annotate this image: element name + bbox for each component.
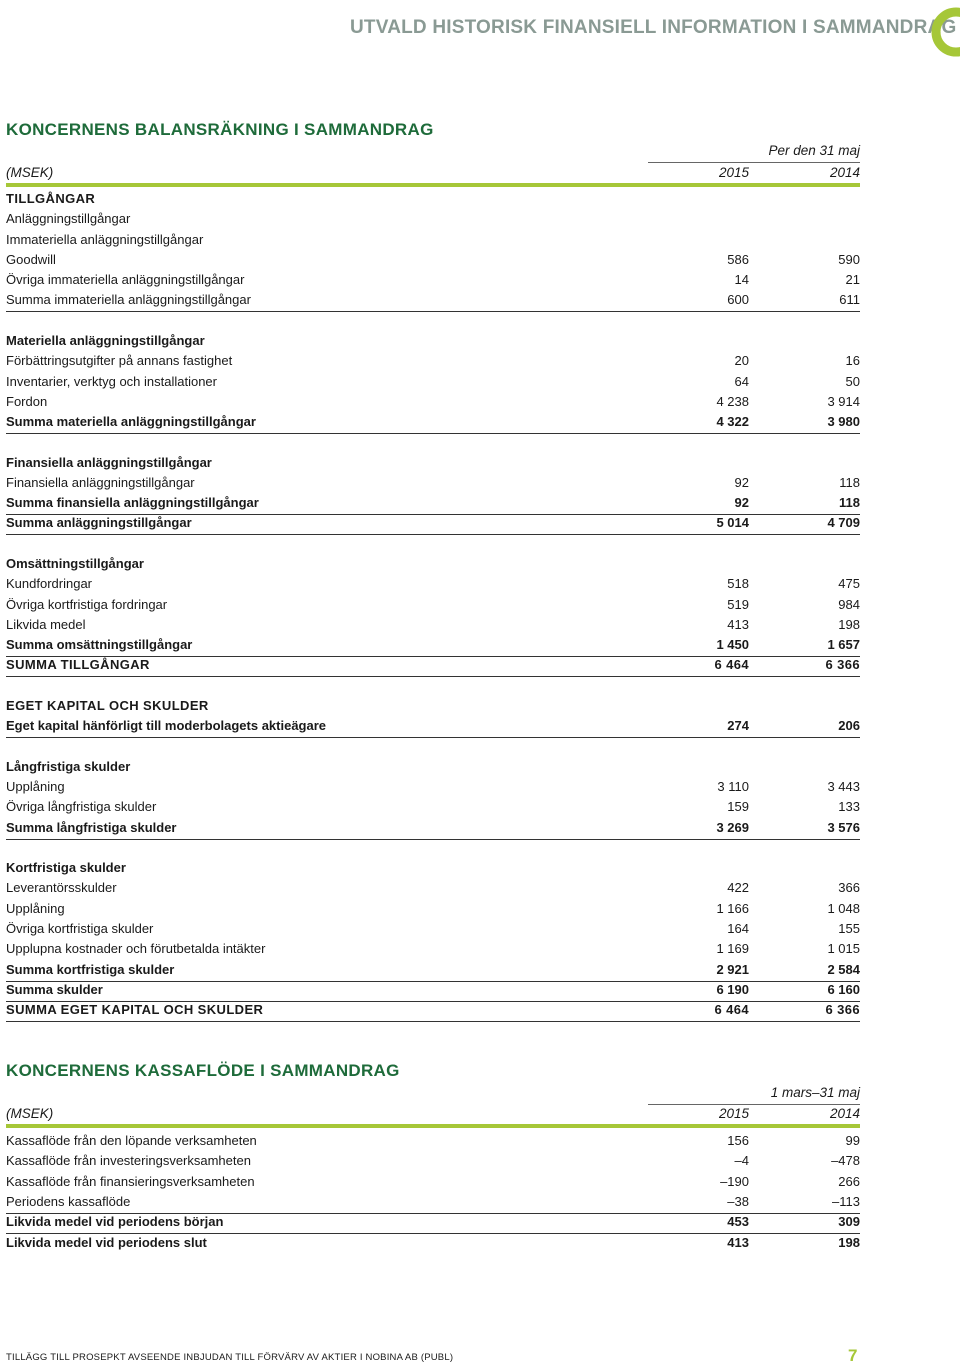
- balance-value-2015: 2 921: [716, 962, 749, 977]
- balance-row-label: SUMMA TILLGÅNGAR: [6, 657, 150, 672]
- balance-value-2015: 20: [734, 353, 749, 368]
- balance-row-label: Kortfristiga skulder: [6, 860, 126, 875]
- balance-value-2015: 4 322: [716, 414, 749, 429]
- balance-value-2014: 206: [838, 718, 860, 733]
- balance-value-2014: 6 160: [827, 982, 860, 997]
- balance-value-2014: 590: [838, 252, 860, 267]
- balance-row: [6, 819, 860, 840]
- balance-row: [6, 271, 860, 291]
- balance-value-2014: 366: [838, 880, 860, 895]
- balance-value-2014: 4 709: [827, 515, 860, 530]
- cashflow-value-2014: 198: [838, 1235, 860, 1250]
- balance-row: [6, 413, 860, 434]
- balance-row-label: Summa finansiella anläggningstillgångar: [6, 495, 259, 510]
- balance-row-label: Finansiella anläggningstillgångar: [6, 475, 195, 490]
- balance-value-2014: 475: [838, 576, 860, 591]
- balance-row-label: Summa omsättningstillgångar: [6, 637, 193, 652]
- balance-row-label: Förbättringsutgifter på annans fastighet: [6, 353, 233, 368]
- balance-row-label: Upplåning: [6, 779, 65, 794]
- balance-value-2015: 6 190: [716, 982, 749, 997]
- balance-row: [6, 231, 860, 251]
- cashflow-value-2015: –4: [734, 1153, 749, 1168]
- balance-row-label: Övriga kortfristiga skulder: [6, 921, 154, 936]
- balance-row: [6, 616, 860, 636]
- balance-value-2015: 3 110: [717, 779, 749, 794]
- balance-value-2015: 422: [727, 880, 749, 895]
- balance-value-2014: 50: [845, 374, 860, 389]
- balance-row: [6, 575, 860, 595]
- balance-value-2015: 519: [727, 597, 749, 612]
- balance-row-label: Goodwill: [6, 252, 56, 267]
- balance-row-label: Finansiella anläggningstillgångar: [6, 455, 212, 470]
- cashflow-col-2015: 2015: [718, 1106, 749, 1121]
- balance-row: [6, 373, 860, 393]
- cashflow-unit: (MSEK): [6, 1106, 54, 1121]
- balance-row-label: Anläggningstillgångar: [6, 211, 131, 226]
- balance-value-2014: 3 443: [827, 779, 860, 794]
- balance-row-label: Upplåning: [6, 901, 65, 916]
- balance-row: [6, 859, 860, 879]
- balance-header-rule: [6, 183, 860, 187]
- balance-value-2014: 198: [838, 617, 860, 632]
- balance-value-2015: 586: [727, 252, 749, 267]
- cashflow-row-label: Kassaflöde från finansieringsverksamheten: [6, 1174, 255, 1189]
- balance-row: [6, 393, 860, 413]
- balance-row: [6, 778, 860, 798]
- balance-value-2015: 92: [734, 495, 749, 510]
- cashflow-row: [6, 1132, 860, 1152]
- balance-value-2014: 118: [839, 475, 860, 490]
- cashflow-row-label: Likvida medel vid periodens slut: [6, 1235, 207, 1250]
- cashflow-value-2015: –38: [727, 1194, 749, 1209]
- balance-value-2014: 1 657: [827, 637, 860, 652]
- cashflow-value-2015: –190: [720, 1174, 749, 1189]
- cashflow-row: [6, 1152, 860, 1172]
- balance-row: [6, 190, 860, 210]
- balance-value-2014: 2 584: [827, 962, 860, 977]
- balance-value-2015: 164: [727, 921, 749, 936]
- cashflow-value-2015: 453: [727, 1214, 749, 1229]
- balance-row: [6, 555, 860, 575]
- balance-value-2015: 518: [727, 576, 749, 591]
- balance-value-2015: 64: [734, 374, 749, 389]
- cashflow-value-2014: –113: [832, 1194, 860, 1209]
- cashflow-row: [6, 1234, 860, 1254]
- balance-value-2014: 3 576: [827, 820, 860, 835]
- page-header-title: UTVALD HISTORISK FINANSIELL INFORMATION I SAMMANDRAG: [350, 17, 957, 38]
- balance-row-label: Summa kortfristiga skulder: [6, 962, 175, 977]
- balance-row-label: Summa materiella anläggningstillgångar: [6, 414, 256, 429]
- cashflow-row: [6, 1173, 860, 1193]
- balance-row: [6, 940, 860, 960]
- balance-row: [6, 981, 860, 1002]
- balance-row: [6, 291, 860, 312]
- cashflow-value-2014: 266: [838, 1174, 860, 1189]
- balance-value-2014: 1 015: [827, 941, 860, 956]
- cashflow-section-title: KONCERNENS KASSAFLÖDE I SAMMANDRAG: [6, 1061, 400, 1080]
- balance-row-label: Summa anläggningstillgångar: [6, 515, 192, 530]
- cashflow-row: [6, 1213, 860, 1234]
- balance-value-2015: 600: [727, 292, 749, 307]
- balance-row: [6, 494, 860, 515]
- balance-row-label: Materiella anläggningstillgångar: [6, 333, 205, 348]
- cashflow-value-2014: –478: [831, 1153, 860, 1168]
- cashflow-header-rule: [6, 1124, 860, 1128]
- balance-row-label: Inventarier, verktyg och installationer: [6, 374, 217, 389]
- cashflow-value-2015: 156: [727, 1133, 749, 1148]
- balance-row: [6, 352, 860, 372]
- balance-value-2014: 6 366: [825, 1002, 860, 1017]
- balance-col-2014: 2014: [829, 165, 860, 180]
- balance-row: [6, 717, 860, 738]
- balance-row-label: Summa skulder: [6, 982, 103, 997]
- cashflow-row: [6, 1193, 860, 1214]
- balance-unit: (MSEK): [6, 165, 54, 180]
- balance-row: [6, 454, 860, 474]
- balance-row-label: TILLGÅNGAR: [6, 191, 96, 206]
- balance-period: Per den 31 maj: [648, 142, 860, 163]
- balance-row: [6, 474, 860, 494]
- balance-section-title: KONCERNENS BALANSRÄKNING I SAMMANDRAG: [6, 120, 434, 139]
- balance-row: [6, 798, 860, 818]
- balance-row: [6, 920, 860, 940]
- balance-row-label: Immateriella anläggningstillgångar: [6, 232, 204, 247]
- balance-value-2015: 4 238: [716, 394, 749, 409]
- balance-row-label: Fordon: [6, 394, 48, 409]
- balance-row: [6, 697, 860, 717]
- cashflow-row-label: Kassaflöde från den löpande verksamheten: [6, 1133, 257, 1148]
- balance-row-label: Upplupna kostnader och förutbetalda intäkter: [6, 941, 266, 956]
- balance-row: [6, 251, 860, 271]
- balance-row-label: Övriga immateriella anläggningstillgångar: [6, 272, 245, 287]
- balance-row-label: EGET KAPITAL OCH SKULDER: [6, 698, 209, 713]
- balance-value-2015: 1 166: [716, 901, 749, 916]
- balance-row: [6, 879, 860, 899]
- balance-header-row: [6, 163, 860, 185]
- balance-value-2014: 611: [839, 292, 860, 307]
- cashflow-value-2014: 309: [838, 1214, 860, 1229]
- page-number: 7: [848, 1346, 858, 1365]
- balance-row-label: Leverantörsskulder: [6, 880, 117, 895]
- balance-value-2015: 92: [734, 475, 749, 490]
- balance-row: [6, 210, 860, 230]
- balance-row-label: Eget kapital hänförligt till moderbolagets aktieägare: [6, 718, 327, 733]
- balance-value-2015: 1 169: [716, 941, 749, 956]
- balance-col-2015: 2015: [718, 165, 749, 180]
- balance-value-2014: 21: [845, 272, 860, 287]
- balance-value-2014: 118: [839, 495, 860, 510]
- cashflow-header-row: [6, 1104, 860, 1126]
- balance-value-2014: 133: [838, 799, 860, 814]
- balance-value-2015: 274: [727, 718, 749, 733]
- balance-value-2014: 3 980: [827, 414, 860, 429]
- balance-row-label: Övriga långfristiga skulder: [6, 799, 157, 814]
- cashflow-value-2015: 413: [727, 1235, 749, 1250]
- cashflow-value-2014: 99: [845, 1133, 860, 1148]
- footer-text: TILLÄGG TILL PROSEPKT AVSEENDE INBJUDAN TILL FÖRVÄRV AV AKTIER I NOBINA AB (PUBL): [6, 1352, 454, 1363]
- cashflow-row-label: Periodens kassaflöde: [6, 1194, 131, 1209]
- balance-value-2015: 159: [727, 799, 749, 814]
- cashflow-row-label: Kassaflöde från investeringsverksamheten: [6, 1153, 251, 1168]
- cashflow-period: 1 mars–31 maj: [648, 1084, 860, 1105]
- balance-value-2015: 14: [734, 272, 749, 287]
- balance-row: [6, 900, 860, 920]
- balance-value-2014: 984: [838, 597, 860, 612]
- cashflow-row-label: Likvida medel vid periodens början: [6, 1214, 224, 1229]
- balance-value-2015: 5 014: [716, 515, 749, 530]
- balance-value-2014: 155: [838, 921, 860, 936]
- cashflow-col-2014: 2014: [829, 1106, 860, 1121]
- balance-row: [6, 514, 860, 535]
- balance-row-label: Summa immateriella anläggningstillgångar: [6, 292, 251, 307]
- balance-value-2015: 1 450: [716, 637, 749, 652]
- balance-row-label: Kundfordringar: [6, 576, 92, 591]
- balance-row-label: Långfristiga skulder: [6, 759, 131, 774]
- balance-value-2014: 6 366: [825, 657, 860, 672]
- balance-row: [6, 961, 860, 982]
- balance-row: [6, 1001, 860, 1022]
- balance-value-2015: 6 464: [714, 657, 749, 672]
- balance-row: [6, 656, 860, 677]
- balance-value-2015: 6 464: [714, 1002, 749, 1017]
- balance-value-2015: 413: [727, 617, 749, 632]
- balance-row: [6, 596, 860, 616]
- balance-row: [6, 332, 860, 352]
- balance-value-2015: 3 269: [716, 820, 749, 835]
- balance-row-label: Likvida medel: [6, 617, 86, 632]
- balance-row: [6, 636, 860, 657]
- balance-row-label: SUMMA EGET KAPITAL OCH SKULDER: [6, 1002, 264, 1017]
- balance-row: [6, 758, 860, 778]
- balance-value-2014: 1 048: [827, 901, 860, 916]
- balance-value-2014: 3 914: [827, 394, 860, 409]
- balance-value-2014: 16: [845, 353, 860, 368]
- balance-row-label: Omsättningstillgångar: [6, 556, 144, 571]
- logo-ring-icon: [928, 6, 960, 58]
- balance-row-label: Övriga kortfristiga fordringar: [6, 597, 168, 612]
- balance-row-label: Summa långfristiga skulder: [6, 820, 177, 835]
